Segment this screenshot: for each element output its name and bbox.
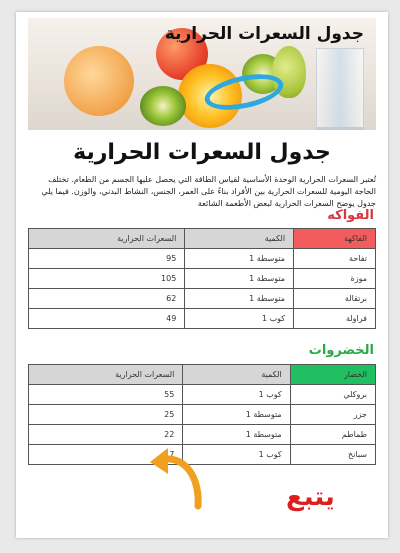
food-name-cell: برتقالة bbox=[294, 289, 376, 309]
quantity-cell: متوسطة 1 bbox=[185, 249, 294, 269]
table-row bbox=[29, 385, 376, 405]
intro-paragraph: تُعتبر السعرات الحرارية الوحدة الأساسية لقياس الطاقة التي يحصل عليها الجسم من الطعام. تختلف الحاجة اليومية للسعرات الحرارية بين الأفراد بناءً على العمر، الجنس، النشاط البدني، والوزن. فيما يلي جدول يوضح السعرات الحرارية لبعض الأطعمة الشائعة bbox=[41, 175, 376, 208]
food-name-cell: سبانخ bbox=[290, 445, 375, 465]
grapefruit-image bbox=[64, 46, 134, 116]
food-name-cell: طماطم bbox=[290, 425, 375, 445]
calories-cell: 55 bbox=[29, 385, 183, 405]
table-row bbox=[29, 249, 376, 269]
banner-title: جدول السعرات الحرارية bbox=[164, 24, 364, 44]
quantity-cell: متوسطة 1 bbox=[183, 425, 290, 445]
page-title: جدول السعرات الحرارية bbox=[73, 140, 331, 165]
column-header: الكمية bbox=[183, 365, 290, 385]
table-header-row bbox=[29, 365, 376, 385]
kiwi-image bbox=[140, 86, 186, 126]
table-header-row bbox=[29, 229, 376, 249]
calories-cell: 7 bbox=[29, 445, 183, 465]
calories-cell: 25 bbox=[29, 405, 183, 425]
fruits-table bbox=[28, 228, 376, 329]
calories-cell: 22 bbox=[29, 425, 183, 445]
water-glass-image bbox=[316, 48, 364, 130]
column-header: الخضار bbox=[290, 365, 375, 385]
calories-cell: 105 bbox=[29, 269, 185, 289]
fruits-heading: الفواكه bbox=[327, 208, 374, 223]
calories-cell: 95 bbox=[29, 249, 185, 269]
quantity-cell: كوب 1 bbox=[183, 445, 290, 465]
document-page bbox=[16, 12, 388, 538]
vegetables-heading: الخضروات bbox=[308, 343, 374, 358]
column-header: الفاكهة bbox=[294, 229, 376, 249]
column-header: السعرات الحرارية bbox=[29, 229, 185, 249]
header-banner-image bbox=[28, 18, 376, 130]
table-row bbox=[29, 269, 376, 289]
food-name-cell: بروكلي bbox=[290, 385, 375, 405]
table-row bbox=[29, 289, 376, 309]
calories-cell: 49 bbox=[29, 309, 185, 329]
food-name-cell: جزر bbox=[290, 405, 375, 425]
quantity-cell: متوسطة 1 bbox=[185, 289, 294, 309]
follow-label: يتبع bbox=[286, 482, 335, 512]
column-header: السعرات الحرارية bbox=[29, 365, 183, 385]
quantity-cell: كوب 1 bbox=[183, 385, 290, 405]
food-name-cell: موزة bbox=[294, 269, 376, 289]
food-name-cell: فراولة bbox=[294, 309, 376, 329]
table-row bbox=[29, 405, 376, 425]
calories-cell: 62 bbox=[29, 289, 185, 309]
quantity-cell: متوسطة 1 bbox=[183, 405, 290, 425]
table-row bbox=[29, 425, 376, 445]
quantity-cell: كوب 1 bbox=[185, 309, 294, 329]
quantity-cell: متوسطة 1 bbox=[185, 269, 294, 289]
food-name-cell: تفاحة bbox=[294, 249, 376, 269]
curved-arrow-icon bbox=[146, 444, 206, 519]
column-header: الكمية bbox=[185, 229, 294, 249]
table-row bbox=[29, 309, 376, 329]
